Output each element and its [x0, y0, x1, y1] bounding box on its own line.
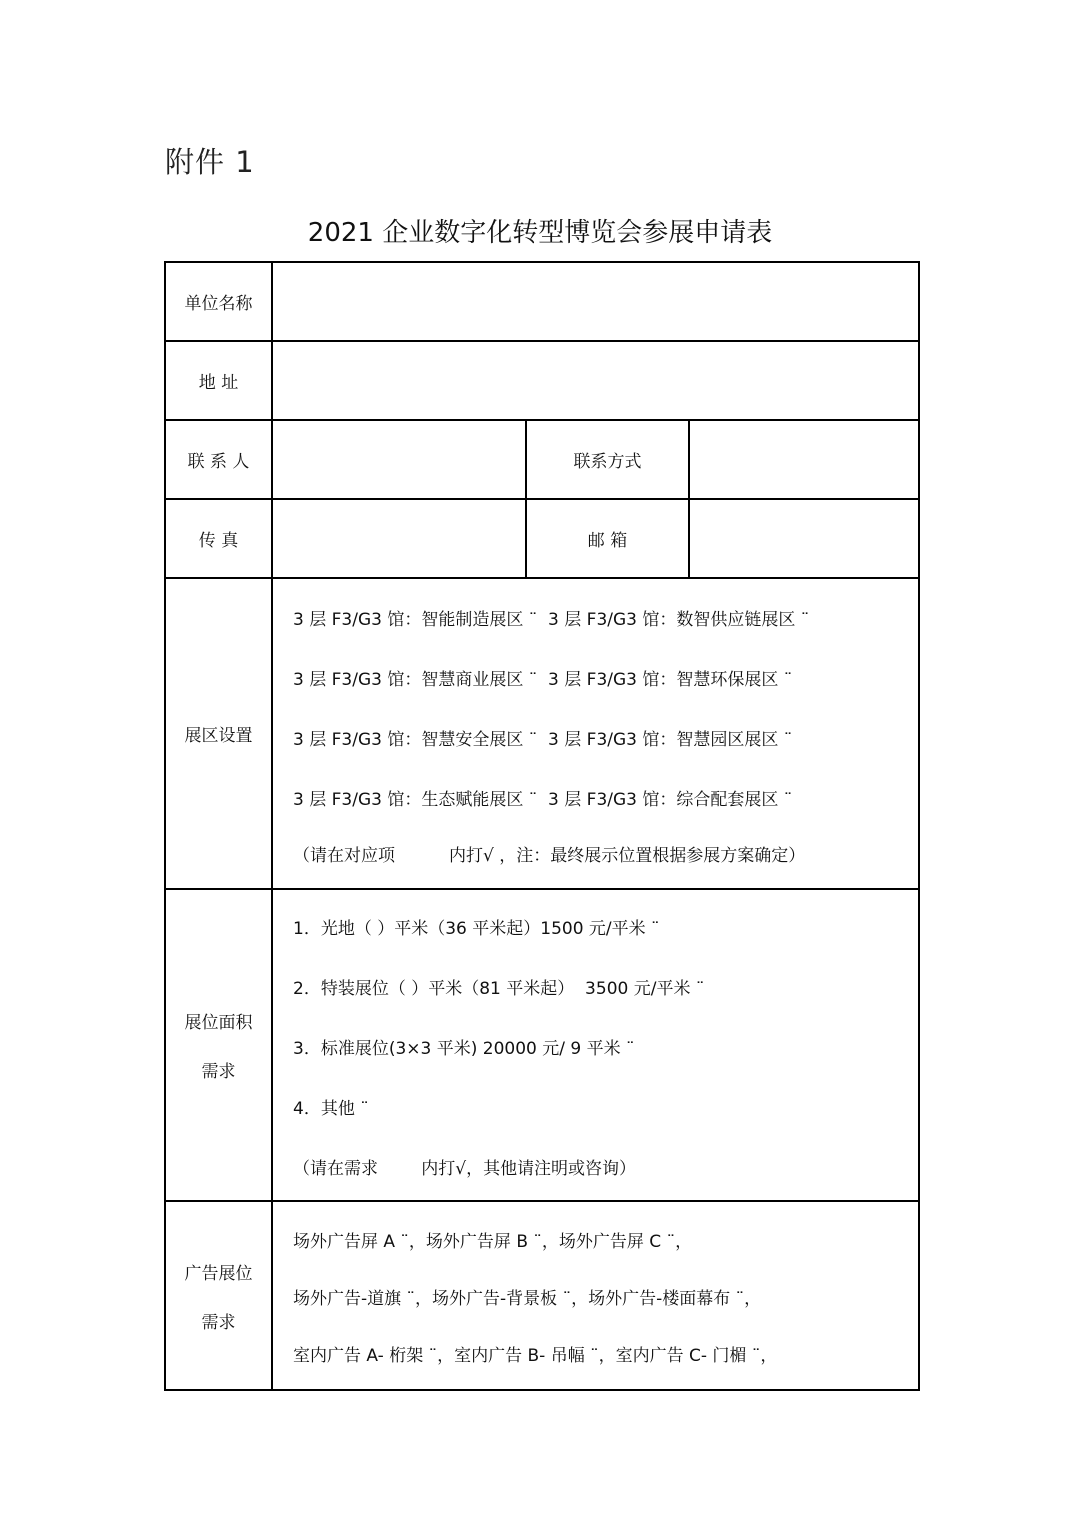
ad-option-line[interactable]: 场外广告-道旗 ¨，场外广告-背景板 ¨，场外广告-楼面幕布 ¨，: [293, 1289, 762, 1309]
row-contact: [165, 420, 919, 499]
booth-option-line[interactable]: 3．标准展位(3×3 平米) 20000 元/ 9 平米 ¨: [293, 1039, 635, 1059]
ad-option-line[interactable]: 室内广告 A- 桁架 ¨，室内广告 B- 吊幅 ¨，室内广告 C- 门楣 ¨，: [293, 1346, 778, 1366]
fax-label: 传 真: [165, 499, 272, 578]
zone-option-line[interactable]: 3 层 F3/G3 馆：智慧安全展区 ¨ 3 层 F3/G3 馆：智慧园区展区 ¨: [293, 729, 793, 750]
row-company-name: [165, 262, 919, 341]
zone-option-line[interactable]: 3 层 F3/G3 馆：生态赋能展区 ¨ 3 层 F3/G3 馆：综合配套展区 ¨: [293, 789, 793, 810]
ad-booth-label: [165, 1201, 272, 1390]
zone-setup-options: [272, 578, 919, 889]
ad-booth-options: [272, 1201, 919, 1390]
address-label: 地 址: [165, 341, 272, 420]
attachment-label: 附件 1: [165, 145, 255, 179]
zone-setup-label: 展区设置: [165, 578, 272, 889]
fax-field[interactable]: [272, 499, 526, 578]
address-field[interactable]: [272, 341, 919, 420]
booth-area-note: （请在需求 内打√，其他请注明或咨询）: [293, 1159, 637, 1179]
row-zone-setup: [165, 578, 919, 889]
zone-setup-note: （请在对应项 内打√ ，注：最终展示位置根据参展方案确定）: [293, 845, 806, 866]
ad-booth-label-line1: 广告展位: [184, 1263, 253, 1284]
zone-option-line[interactable]: 3 层 F3/G3 馆：智能制造展区 ¨ 3 层 F3/G3 馆：数智供应链展区 ¨: [293, 609, 810, 630]
row-booth-area: [165, 889, 919, 1201]
booth-option-line[interactable]: 2．特装展位（ ）平米（81 平米起） 3500 元/平米 ¨: [293, 979, 705, 999]
row-fax-email: [165, 499, 919, 578]
row-ad-booth: [165, 1201, 919, 1390]
ad-option-line[interactable]: 场外广告屏 A ¨，场外广告屏 B ¨，场外广告屏 C ¨，: [293, 1232, 693, 1252]
ad-booth-label-line2: 需求: [201, 1312, 236, 1333]
booth-area-options: [272, 889, 919, 1201]
contact-method-field[interactable]: [689, 420, 919, 499]
booth-area-label-line1: 展位面积: [184, 1013, 253, 1033]
email-field[interactable]: [689, 499, 919, 578]
company-name-field[interactable]: [272, 262, 919, 341]
booth-area-label: [165, 889, 272, 1201]
application-form-table: [164, 261, 920, 1391]
booth-option-line[interactable]: 1．光地（ ）平米（36 平米起）1500 元/平米 ¨: [293, 919, 660, 939]
contact-method-label: 联系方式: [526, 420, 689, 499]
form-title: 2021 企业数字化转型博览会参展申请表: [307, 218, 773, 248]
row-address: [165, 341, 919, 420]
booth-option-line[interactable]: 4．其他 ¨: [293, 1099, 369, 1119]
email-label: 邮 箱: [526, 499, 689, 578]
zone-option-line[interactable]: 3 层 F3/G3 馆：智慧商业展区 ¨ 3 层 F3/G3 馆：智慧环保展区 ¨: [293, 669, 793, 690]
company-name-label: 单位名称: [165, 262, 272, 341]
contact-person-field[interactable]: [272, 420, 526, 499]
contact-person-label: 联 系 人: [165, 420, 272, 499]
booth-area-label-line2: 需求: [201, 1062, 236, 1082]
